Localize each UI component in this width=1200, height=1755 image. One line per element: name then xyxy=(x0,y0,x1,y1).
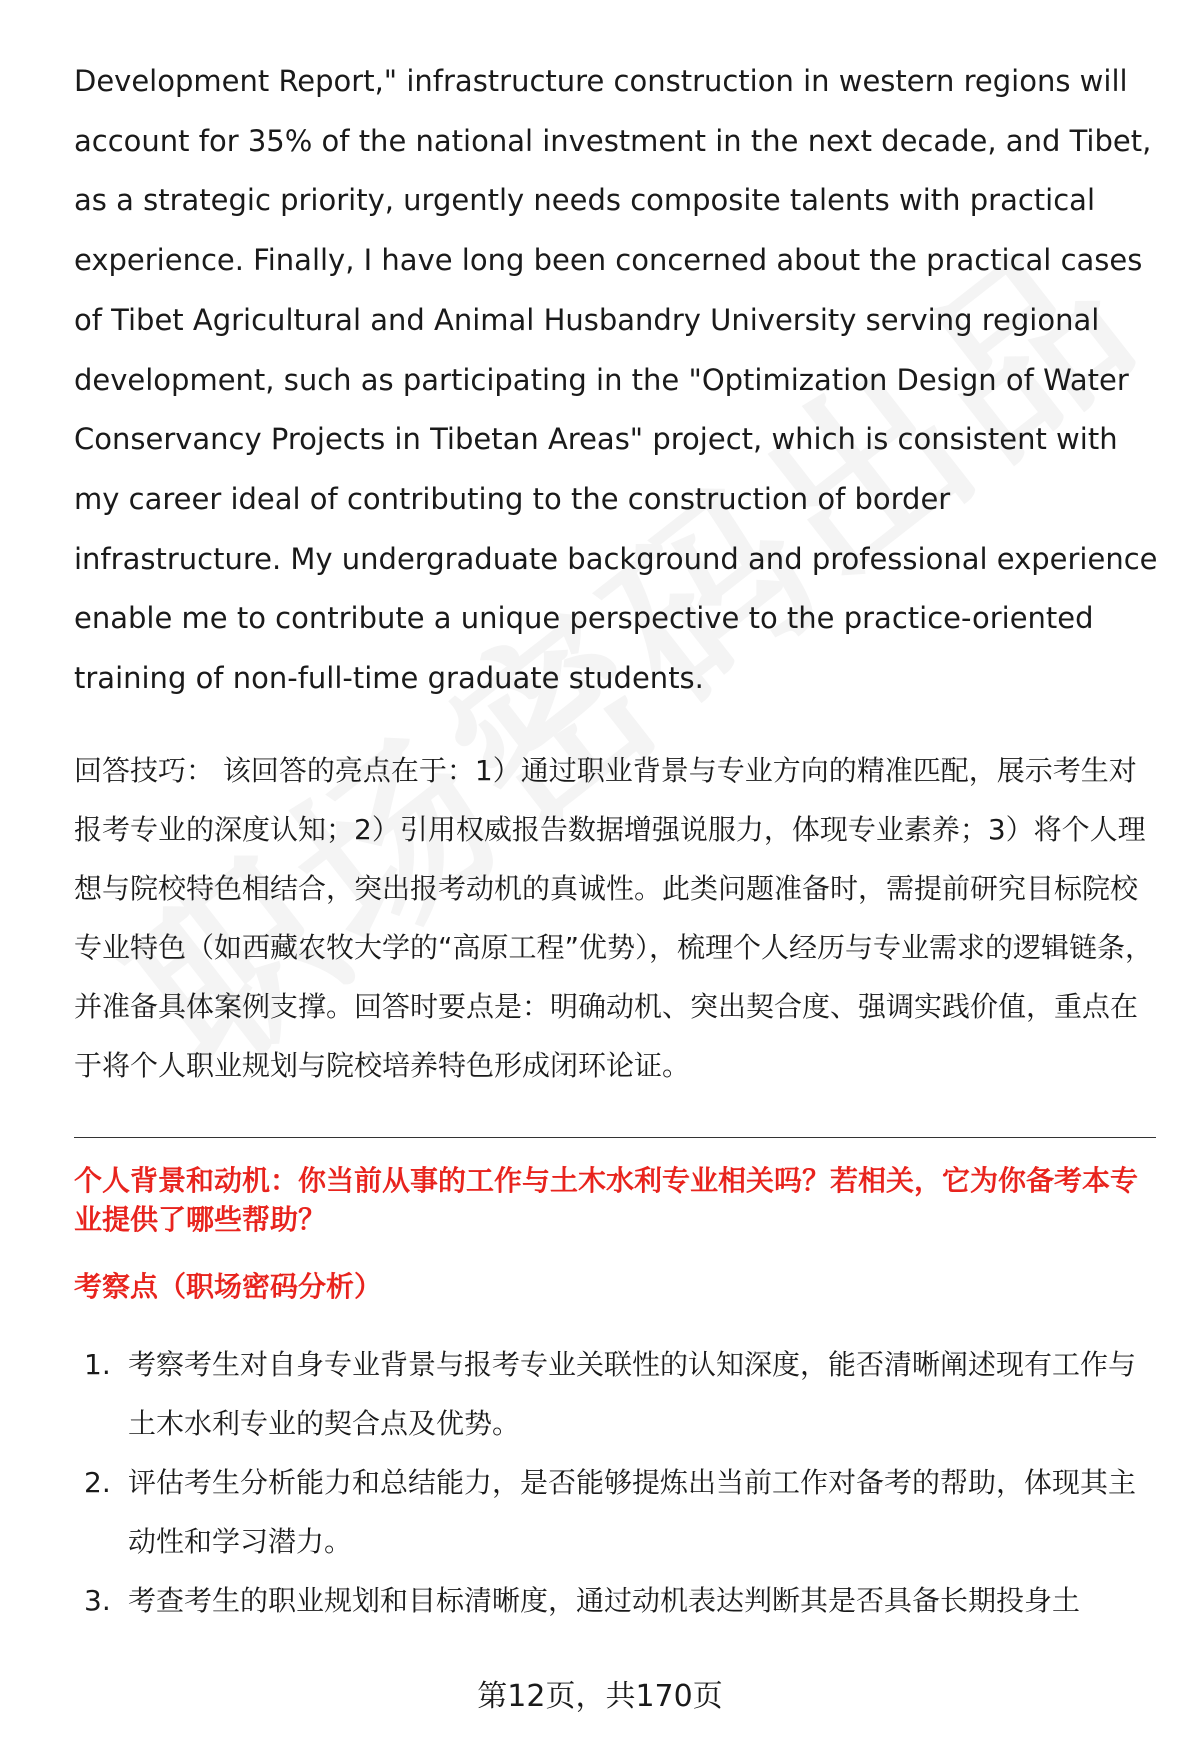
analysis-heading: 考察点（职场密码分析） xyxy=(74,1269,383,1303)
list-item xyxy=(74,1453,1160,1571)
answer-tips-paragraph: 回答技巧： 该回答的亮点在于：1）通过职业背景与专业方向的精准匹配，展示考生对报考专业的深度认知；2）引用权威报告数据增强说服力，体现专业素养；3）将个人理想与院校特色相结合，突出报考动机的真诚性。此类问题准备时，需提前研究目标院校专业特色（如西藏农牧大学的“高原工程”优势），梳理个人经历与专业需求的逻辑链条，并准备具体案例支撑。回答时要点是：明确动机、突出契合度、强调实践价值，重点在于将个人职业规划与院校培养特色形成闭环论证。 xyxy=(74,753,1154,1082)
list-item xyxy=(74,1335,1160,1453)
page-number-footer: 第12页，共170页 xyxy=(477,1679,723,1714)
section-divider xyxy=(74,1137,1156,1138)
list-item-number: 2. xyxy=(84,1465,111,1499)
list-item-text: 考察考生对自身专业背景与报考专业关联性的认知深度，能否清晰阐述现有工作与土木水利专业的契合点及优势。 xyxy=(128,1347,1137,1440)
list-item-number: 3. xyxy=(84,1583,111,1617)
list-item-text: 考查考生的职业规划和目标清晰度，通过动机表达判断其是否具备长期投身土 xyxy=(128,1583,1081,1617)
list-item xyxy=(74,1571,1160,1630)
list-item-text: 评估考生分析能力和总结能力，是否能够提炼出当前工作对备考的帮助，体现其主动性和学习潜力。 xyxy=(128,1465,1137,1558)
answer-paragraph: Development Report," infrastructure construction in western regions will account for 35% of the national investment in the next decade, and Tibet, as a strategic priority, urgently needs composite talents with practical experience. Finally, I have long been concerned about the practical cases of Tibet Agricultural and Animal Husbandry University serving regional development, such as participating in the "Optimization Design of Water Conservancy Projects in Tibetan Areas" project, which is consistent with my career ideal of contributing to the construction of border infrastructure. My undergraduate background and professional experience enable me to contribute a unique perspective to the practice-oriented training of non-full-time graduate students. xyxy=(74,64,1158,696)
question-heading: 个人背景和动机：你当前从事的工作与土木水利专业相关吗？若相关，它为你备考本专业提供了哪些帮助？ xyxy=(74,1163,1139,1236)
analysis-points-list xyxy=(74,1335,1160,1630)
page-content xyxy=(74,52,1160,1630)
list-item-number: 1. xyxy=(84,1347,111,1381)
